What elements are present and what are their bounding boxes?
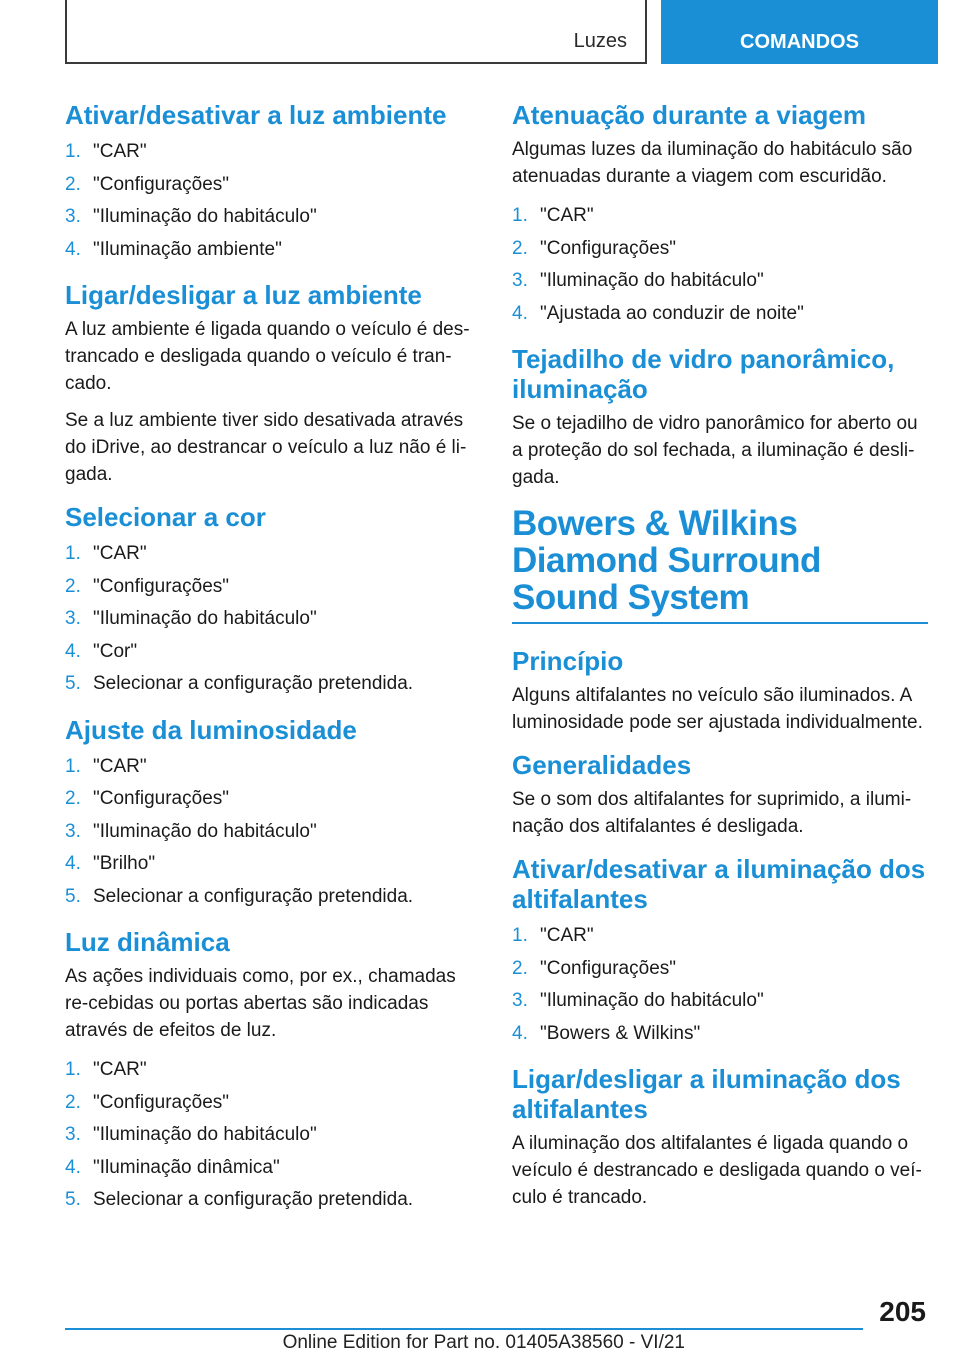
section: [512, 344, 928, 491]
section-heading: Tejadilho de vidro panorâmico, iluminação: [512, 344, 895, 404]
step-text: "Cor": [93, 640, 138, 662]
step-number: 3.: [65, 206, 81, 227]
step-number: 5.: [65, 885, 81, 907]
step-text: "Configurações": [93, 1091, 230, 1113]
step-number: 4.: [512, 1022, 528, 1044]
step-text: Selecionar a configuração pretendida.: [93, 1189, 414, 1210]
step-number: 5.: [65, 673, 81, 694]
page-number: 205: [879, 1296, 926, 1327]
step-item: [65, 751, 480, 784]
section: [512, 1064, 928, 1211]
section: [512, 100, 928, 330]
section: [65, 502, 480, 701]
step-item: [512, 265, 928, 298]
step-number: 1.: [65, 141, 81, 162]
step-item: [65, 816, 480, 849]
section: [65, 927, 480, 1217]
section-tab[interactable]: COMANDOS: [661, 0, 938, 64]
step-item: [65, 1184, 480, 1217]
step-text: "Ajustada ao conduzir de noite": [540, 302, 804, 324]
step-text: Selecionar a configuração pretendida.: [93, 673, 414, 694]
step-number: 5.: [65, 1189, 81, 1210]
step-text: "Configurações": [540, 237, 677, 259]
step-number: 3.: [65, 608, 81, 629]
section-heading: Ativar/desativar a iluminação dos altifalantes: [512, 854, 926, 914]
step-number: 3.: [512, 990, 528, 1011]
step-text: "Configurações": [540, 957, 677, 979]
step-text: "Iluminação do habitáculo": [93, 206, 317, 227]
step-item: [65, 201, 480, 234]
step-text: "Iluminação do habitáculo": [93, 820, 317, 842]
step-item: [65, 1152, 480, 1185]
section-heading: Selecionar a cor: [65, 502, 266, 532]
section-heading: Luz dinâmica: [65, 927, 230, 957]
section: [65, 715, 480, 914]
body-paragraph: Se a luz ambiente tiver sido desativada através do iDrive, ao destrancar o veículo a luz não é li-gada.: [65, 410, 467, 485]
step-list: [512, 920, 928, 1050]
left-column: [65, 100, 480, 1231]
step-item: [512, 200, 928, 233]
step-text: "Iluminação do habitáculo": [540, 270, 764, 291]
step-item: [65, 636, 480, 669]
step-list: [65, 538, 480, 701]
step-item: [65, 1087, 480, 1120]
step-list: [65, 136, 480, 266]
footer-rule: [65, 1328, 863, 1330]
section-heading: Ligar/desligar a iluminação dos altifalantes: [512, 1064, 901, 1124]
section-heading: Ativar/desativar a luz ambiente: [65, 100, 447, 130]
body-paragraph: Se o tejadilho de vidro panorâmico for aberto ou a proteção do sol fechada, a iluminação é desli-gada.: [512, 413, 918, 488]
section-heading: Generalidades: [512, 750, 692, 780]
step-text: "Iluminação dinâmica": [93, 1156, 280, 1178]
body-paragraph: Se o som dos altifalantes for suprimido, a ilumi-nação dos altifalantes é desligada.: [512, 789, 912, 837]
step-text: "Configurações": [93, 788, 230, 809]
step-text: "Configurações": [93, 575, 230, 597]
step-number: 1.: [65, 755, 81, 777]
step-text: "Configurações": [93, 173, 230, 195]
step-number: 2.: [65, 1091, 81, 1113]
step-item: [65, 169, 480, 202]
step-number: 4.: [65, 1156, 81, 1178]
step-text: "CAR": [93, 1059, 147, 1080]
step-number: 3.: [65, 820, 81, 842]
step-item: [65, 1054, 480, 1087]
step-number: 2.: [65, 173, 81, 195]
section: [65, 280, 480, 488]
step-text: "Brilho": [93, 853, 156, 874]
step-number: 4.: [512, 302, 528, 324]
step-text: "CAR": [540, 205, 594, 226]
right-column: [512, 100, 928, 1225]
step-item: [65, 538, 480, 571]
step-item: [65, 1119, 480, 1152]
step-text: "Iluminação do habitáculo": [93, 1124, 317, 1145]
step-text: "Iluminação do habitáculo": [93, 608, 317, 629]
step-list: [512, 200, 928, 330]
step-number: 2.: [512, 957, 528, 979]
step-text: "Bowers & Wilkins": [540, 1022, 701, 1044]
chapter-title: Luzes: [573, 30, 627, 52]
step-item: [65, 234, 480, 267]
footer-text[interactable]: Online Edition for Part no. 01405A38560 - VI/21: [282, 1332, 685, 1353]
step-number: 1.: [512, 925, 528, 946]
step-number: 2.: [512, 237, 528, 259]
step-list: [65, 1054, 480, 1217]
step-text: "CAR": [93, 755, 147, 777]
step-item: [65, 668, 480, 701]
step-number: 2.: [65, 575, 81, 597]
step-item: [512, 298, 928, 331]
section-heading: Ligar/desligar a luz ambiente: [65, 280, 422, 310]
body-paragraph: Algumas luzes da iluminação do habitáculo são atenuadas durante a viagem com escuridão.: [512, 139, 913, 187]
step-item: [65, 848, 480, 881]
section: [512, 854, 928, 1050]
step-number: 4.: [65, 640, 81, 662]
section-heading: Ajuste da luminosidade: [65, 714, 357, 745]
step-item: [512, 233, 928, 266]
step-text: "Iluminação do habitáculo": [540, 990, 764, 1011]
step-number: 1.: [65, 1059, 81, 1080]
big-heading: Bowers & Wilkins Diamond Surround Sound System: [512, 505, 928, 624]
step-text: "CAR": [93, 141, 147, 162]
step-number: 1.: [512, 205, 528, 226]
section-heading: Princípio: [512, 646, 624, 676]
step-item: [65, 783, 480, 816]
step-text: Selecionar a configuração pretendida.: [93, 885, 414, 907]
step-number: 2.: [65, 788, 81, 809]
section: [65, 100, 480, 266]
step-item: [512, 985, 928, 1018]
header-frame: [65, 0, 647, 64]
step-number: 3.: [65, 1124, 81, 1145]
step-item: [65, 571, 480, 604]
body-paragraph: Alguns altifalantes no veículo são iluminados. A luminosidade pode ser ajustada individualmente.: [512, 685, 923, 733]
step-list: [65, 751, 480, 914]
section-heading: Atenuação durante a viagem: [512, 100, 866, 130]
body-paragraph: A iluminação dos altifalantes é ligada quando o veículo é destrancado e desligada quando o veí-culo é trancado.: [512, 1133, 922, 1208]
step-item: [512, 920, 928, 953]
body-paragraph: As ações individuais como, por ex., chamadas re-cebidas ou portas abertas são indicadas através de efeitos de luz.: [65, 966, 456, 1041]
step-item: [512, 1018, 928, 1051]
step-text: "CAR": [93, 543, 147, 564]
body-paragraph: A luz ambiente é ligada quando o veículo é des-trancado e desligada quando o veículo é tran-cado.: [65, 319, 470, 394]
step-item: [65, 136, 480, 169]
step-number: 4.: [65, 853, 81, 874]
section: [512, 750, 928, 840]
step-text: "CAR": [540, 925, 594, 946]
step-item: [512, 953, 928, 986]
step-number: 1.: [65, 543, 81, 564]
step-item: [65, 603, 480, 636]
section: [512, 646, 928, 736]
step-number: 3.: [512, 270, 528, 291]
step-item: [65, 881, 480, 914]
step-text: "Iluminação ambiente": [93, 238, 282, 260]
step-number: 4.: [65, 238, 81, 260]
